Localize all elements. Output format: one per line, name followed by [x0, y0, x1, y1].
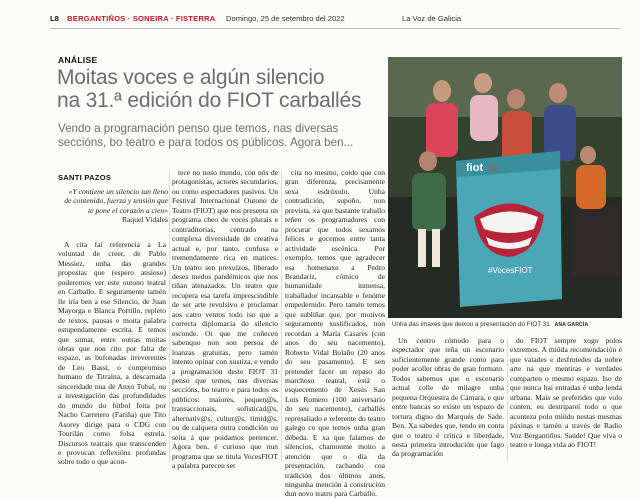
text-column-4: [392, 336, 504, 459]
article-photo: [388, 57, 622, 318]
newspaper-name: La Voz de Galicia: [402, 14, 462, 23]
headline-line-2: na 31.ª edición do FIOT carballés: [57, 89, 362, 112]
column-4-text: Un centro cómodo para o espectador que teña un escenario suficientemente grande como para poder acoller obras de gran formato. Todos sabemos que o escenario actual colle de milagre unha pequena Orquestra de Cámara, e que entre bancas so existe un espazo de tortura digno do Marqués de Sade. Ben. Xa sabedes que, tendo en conta que o teatro é crítica e liberdade, nesta primeira introdución que fago da programación: [392, 336, 504, 459]
poster-hashtag: #VocesFIOT: [488, 266, 533, 275]
column-5-text: do FIOT sempre xogo polos extremos. A miúda recomendación é que vaiades e desfrutedes da nobre arte na que mentiras e verdades comparten o mesmo espazo. Iso de que nunca hai entradas é unha lenda urbana. Mais se preferides que volo conten, eu destripareí todo o que aconteza polo miúdo nestas mesmas páxinas e tamén a través de Radio Voz Bergantiños. Saúde! Que viva o teatro e longa vida ao FIOT!: [510, 336, 622, 449]
column-divider: [169, 170, 170, 462]
column-divider: [507, 338, 508, 462]
article-headline: [57, 66, 387, 112]
epigraph-quote: [60, 187, 168, 225]
page-header: [50, 14, 620, 26]
section-name: BERGANTIÑOS · SONEIRA · FISTERRA: [67, 14, 216, 23]
article-standfirst: Vendo a programación penso que temos, nas diversas seccións, bo teatro e para todos os públicos. Agora ben...: [58, 122, 354, 150]
column-2-text: tece no noso mundo, con nós de protagonistas, actores secundarios, ou como espectadores pasivos. Un Festival Internacional Outono de Teatro (FIOT) que nos presenta un programa cheo de voces plurais e contraditorias, centrado na complexa diversidade de creativa actual e, por tanto, confusa e tremendamente rica en matices. Un teatro sen prexuízos, liberado deses medos pandémicos que nos tiñan atenazados. Un teatro que recupera esa tarefa imprescindible de ser arte revulsivo e proclamar aos catro ventos todo iso que a correcta diplomacia do silencio esconde. Oi que me coñecen sabenquo non son persoa de loanzas gratuitas, pero tamén intento opinar con xustiza, e vendo a programación deste FIOT 31 penso que temos, nas diversas seccións, bo teatro e para todos os públicos: maiores, pequen@s, transaccionais, sofisticad@s, alternativ@s, cultur@s, tímid@s, ou de calquera outra condición ou seita á que poidamos pertencer. Agora ben, é curioso que nun programa que se titula VocesFIOT a palabra pareceu ser: [172, 168, 278, 471]
photo-credit: ANA GARCÍA: [554, 322, 589, 328]
text-column-5: [510, 336, 622, 449]
header-rule: [50, 28, 620, 29]
column-3-text: cita no mesmo, coido que con gran diferenza, precisamente sexa esdrúxulo. Unha contradición, supoño, non prevista, xa que bastante traballo teñen os programadores con procurar que todos sexamos felices e gocemos entre tanta actividade escénica. Por exemplo, temos que agradecer esa homenaxe a Pedro Brandariz, cómico de humanidade inmensa, traballador incansable e fenóme empedernido. Pero tamén temos que subliñar que, por motivos seguramente xustificados, non recordan a María Casares (con anos do seu nacemento), Roberto Vidal Bolaño (20 anos do seu pasamento). E sen pretender facer un repaso do marchoso teatral, está o esquecemento de Xesús San Luis Romero (100 aniversario do seu nacemento), carballés represaliado e referente do teatro galego co que temos unha gran débeda. E xa que falamos de silencios, chamoume moito a atención que o día da presentación, rachando coa tradición dos últimos anos, ningunha mención á construción dun novo teatro para Carballo.: [285, 168, 385, 499]
article-kicker: ANÁLISE: [58, 55, 98, 65]
photo-caption: [392, 321, 624, 328]
poster-number: 31: [488, 163, 499, 173]
column-1-text: A cita fai referencia a La voluntad de creer, de Pablo Messiez, unha das grandes propostas que (espero ansioso) poderemos ver este outono teatral en Carballo. E seguramente tamén lle iría ben a ese Silencio, de Juan Mayorga e Blanca Portillo, repleto de textos, pausas e moita palabra estupendamente escrita. E temos que sumar, entre outras moitas obras que non cito por falta de espazo, as bufonadas irreverentes de Leo Bassi, o compromiso humano de Titraina, a descarnada sinceridade nua de Anxo Tubal, ou a investigación das profundidades do mundo do fútbol feita por Nacho Carretero (Fariña) que Tito Asorey dirige para o CDG con Tourilán como folsa estrela. Discursos teatrais que transcenden e provocan reflexións profundas sobre todo o que acon-: [58, 240, 166, 467]
page-number: L8: [50, 14, 59, 23]
photo-illustration: [388, 57, 622, 318]
article-byline: SANTI PAZOS: [58, 173, 112, 182]
headline-line-1: Moitas voces e algún silencio: [57, 66, 325, 89]
poster-brand: fiot: [466, 162, 484, 174]
publication-date: Domingo, 25 de setembro del 2022: [226, 14, 345, 23]
text-column-2: [172, 168, 278, 471]
epigraph-text: «Y contiene un silencio tan lleno de contenido, fuerza y tensión que te pone el corazón a cien»: [64, 187, 168, 215]
epigraph-author: Raquel Vidales: [121, 215, 168, 225]
caption-text: Unha das imaxes que deixou a presentación do FIOT 31.: [392, 321, 552, 328]
column-divider: [281, 170, 282, 462]
text-column-1: [58, 240, 166, 467]
text-column-3: [285, 168, 385, 499]
